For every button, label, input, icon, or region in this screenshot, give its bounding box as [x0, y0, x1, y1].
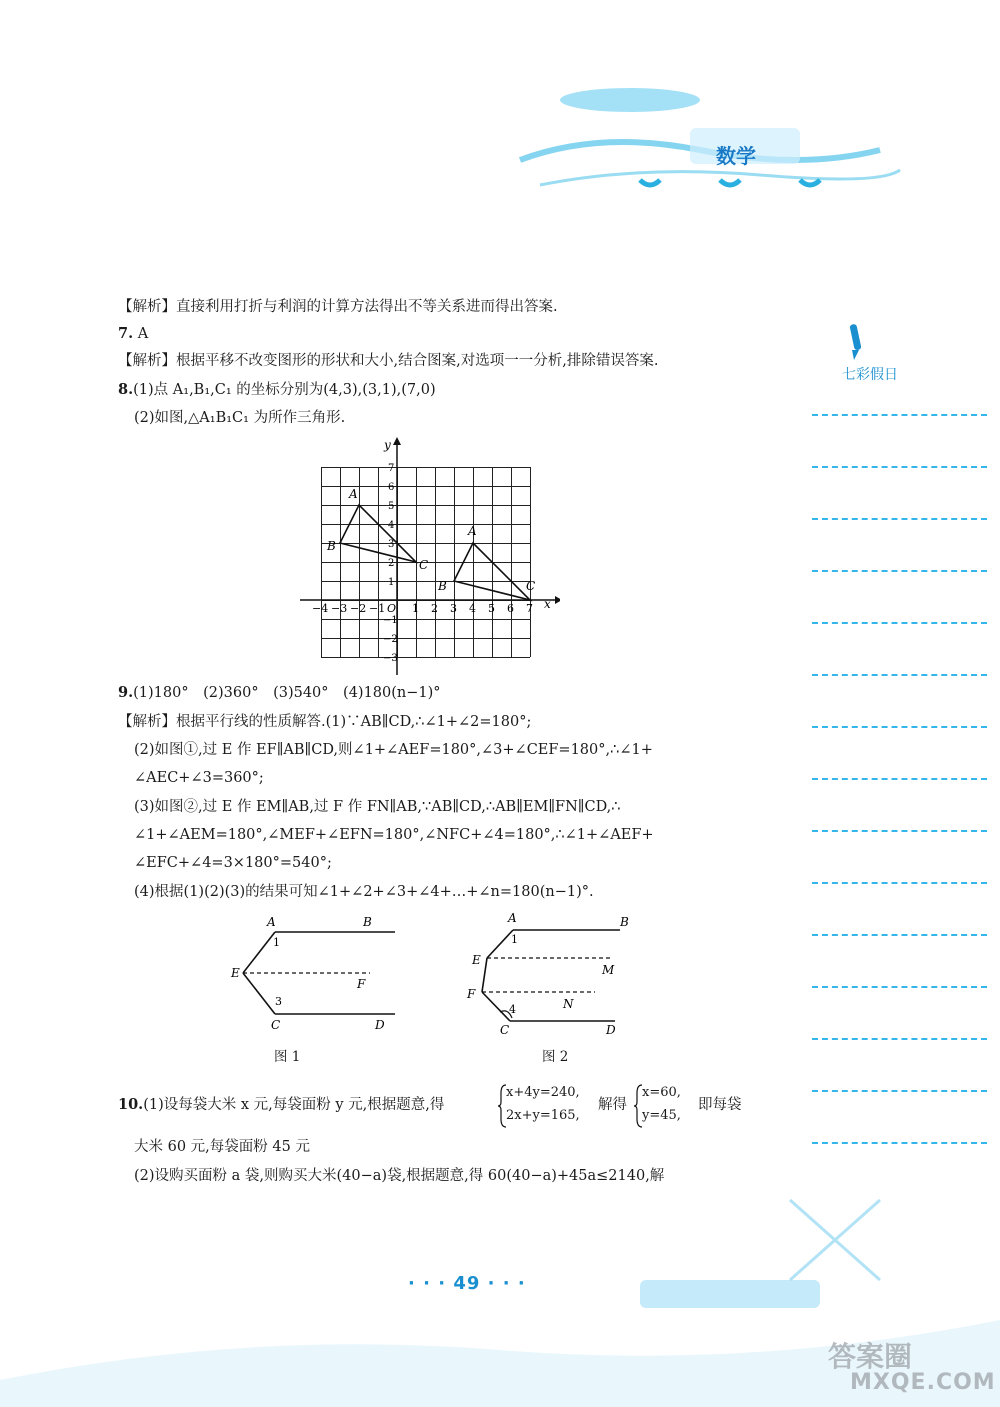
x-tick-label: 6	[507, 602, 514, 615]
fig2-label-m: M	[602, 963, 615, 977]
coordinate-grid-figure	[300, 435, 560, 680]
x-tick-label: 7	[526, 602, 533, 615]
q7-number: 7.	[118, 325, 134, 342]
q8-part2: (2)如图,△A₁B₁C₁ 为所作三角形.	[134, 410, 346, 426]
q9-analysis-3: ∠AEC+∠3=360°;	[134, 770, 264, 786]
q10-part1: (1)设每袋大米 x 元,每袋面粉 y 元,根据题意,得	[143, 1097, 445, 1113]
x-tick-label: −2	[350, 602, 367, 615]
note-line	[812, 622, 987, 624]
point-a-label: A	[349, 487, 358, 501]
x-axis-label: x	[544, 597, 551, 611]
y-axis-arrow	[393, 437, 401, 445]
watermark-logo: 答案圈	[828, 1340, 913, 1373]
note-line	[812, 414, 987, 416]
fig1-label-d: D	[375, 1018, 385, 1032]
q9-answers: (1)180° (2)360° (3)540° (4)180(n−1)°	[133, 685, 441, 701]
sidebar-brand: 七彩假日	[842, 367, 898, 383]
note-line	[812, 1038, 987, 1040]
q8-part1: (1)点 A₁,B₁,C₁ 的坐标分别为(4,3),(3,1),(7,0)	[133, 382, 436, 398]
fig2-label-f: F	[467, 987, 476, 1001]
note-line	[812, 934, 987, 936]
fig2-caption: 图 2	[542, 1049, 569, 1065]
y-tick-label: −2	[383, 634, 398, 645]
analysis-6: 【解析】直接利用打折与利润的计算方法得出不等关系进而得出答案.	[118, 299, 558, 315]
x-tick-label: −3	[331, 602, 348, 615]
fig1-label-c: C	[271, 1018, 281, 1032]
x-tick-label: 1	[412, 602, 419, 615]
y-tick-label: 5	[388, 501, 395, 512]
note-line	[812, 830, 987, 832]
subject-title: 数学	[716, 144, 756, 168]
q10-part1-cont: 大米 60 元,每袋面粉 45 元	[134, 1139, 310, 1155]
note-line	[812, 518, 987, 520]
note-line	[812, 986, 987, 988]
fig2-label-e: E	[472, 953, 481, 967]
fig1-label-a: A	[267, 915, 276, 929]
x-tick-label: −1	[369, 602, 386, 615]
q10-number: 10.	[118, 1096, 144, 1113]
fig2-angle-1: 1	[511, 933, 518, 946]
x-axis-arrow	[555, 596, 560, 604]
q7-answer: A	[137, 326, 149, 342]
q10-solve: 解得	[598, 1097, 627, 1113]
q8-number: 8.	[118, 381, 134, 398]
fig2-label-d: D	[606, 1023, 616, 1037]
y-tick-label: −1	[383, 615, 398, 626]
system-2-eq1: x=60,	[642, 1085, 681, 1100]
point-c-label: C	[419, 558, 429, 572]
fig2-label-a: A	[508, 911, 517, 925]
fig2-label-b: B	[620, 915, 629, 929]
fig2-label-n: N	[563, 997, 574, 1011]
q9-analysis-2: (2)如图①,过 E 作 EF∥AB∥CD,则∠1+∠AEF=180°,∠3+∠CEF=180°,∴∠1+	[134, 742, 653, 758]
analysis-7: 【解析】根据平移不改变图形的形状和大小,结合图案,对选项一一分析,排除错误答案.	[118, 353, 659, 369]
y-tick-label: 4	[388, 520, 395, 531]
y-axis-label: y	[384, 438, 391, 452]
fig1-label-b: B	[363, 915, 372, 929]
system-1-eq2: 2x+y=165,	[506, 1108, 580, 1123]
fig1-caption: 图 1	[274, 1049, 301, 1065]
y-tick-label: −3	[383, 653, 398, 664]
system-2-eq2: y=45,	[642, 1108, 681, 1123]
y-tick-label: 6	[388, 482, 395, 493]
q9-analysis-7: (4)根据(1)(2)(3)的结果可知∠1+∠2+∠3+∠4+…+∠n=180(n−1)°.	[134, 884, 594, 900]
point-c1-label: C	[526, 579, 536, 593]
q10-part2: (2)设购买面粉 a 袋,则购买大米(40−a)袋,根据题意,得 60(40−a)+45a≤2140,解	[134, 1168, 665, 1184]
q9-analysis-1: 【解析】根据平行线的性质解答.(1)∵AB∥CD,∴∠1+∠2=180°;	[118, 714, 532, 730]
note-line	[812, 570, 987, 572]
y-tick-label: 7	[388, 463, 395, 474]
y-tick-label: 2	[388, 558, 395, 569]
point-a1-label: A	[468, 524, 477, 538]
q10-conclusion: 即每袋	[698, 1097, 742, 1113]
note-line	[812, 466, 987, 468]
header-decoration	[0, 0, 1000, 250]
note-line	[812, 882, 987, 884]
note-line	[812, 1142, 987, 1144]
fig2-label-c: C	[500, 1023, 510, 1037]
fig1-angle-1: 1	[273, 936, 280, 949]
figure-1-diagram	[225, 910, 415, 1035]
fig1-label-f: F	[357, 977, 366, 991]
x-tick-label: 5	[488, 602, 495, 615]
q9-analysis-6: ∠EFC+∠4=3×180°=540°;	[134, 855, 332, 871]
fig1-angle-3: 3	[275, 995, 282, 1008]
watermark-url: MXQE.COM	[850, 1370, 996, 1395]
q9-number: 9.	[118, 684, 134, 701]
system-1-eq1: x+4y=240,	[506, 1085, 580, 1100]
note-line	[812, 1090, 987, 1092]
y-tick-label: 3	[388, 539, 395, 550]
fig2-angle-4: 4	[509, 1003, 516, 1016]
x-tick-label: 4	[469, 602, 476, 615]
q9-analysis-5: ∠1+∠AEM=180°,∠MEF+∠EFN=180°,∠NFC+∠4=180°,∴∠1+∠AEF+	[134, 827, 654, 843]
q9-analysis-4: (3)如图②,过 E 作 EM∥AB,过 F 作 FN∥AB,∵AB∥CD,∴AB∥EM∥FN∥CD,∴	[134, 799, 621, 815]
figure-2-diagram	[460, 908, 635, 1038]
note-line	[812, 726, 987, 728]
page-number: · · · 49 · · ·	[408, 1273, 526, 1294]
note-line	[812, 674, 987, 676]
note-line	[812, 778, 987, 780]
x-tick-label: 2	[431, 602, 438, 615]
y-tick-label: 1	[388, 577, 395, 588]
pencil-icon	[846, 322, 866, 362]
x-tick-label: 3	[450, 602, 457, 615]
x-tick-label: −4	[312, 602, 329, 615]
point-b-label: B	[327, 539, 336, 553]
fig1-label-e: E	[231, 966, 240, 980]
point-b1-label: B	[438, 579, 447, 593]
x-tick-label: O	[387, 602, 397, 615]
